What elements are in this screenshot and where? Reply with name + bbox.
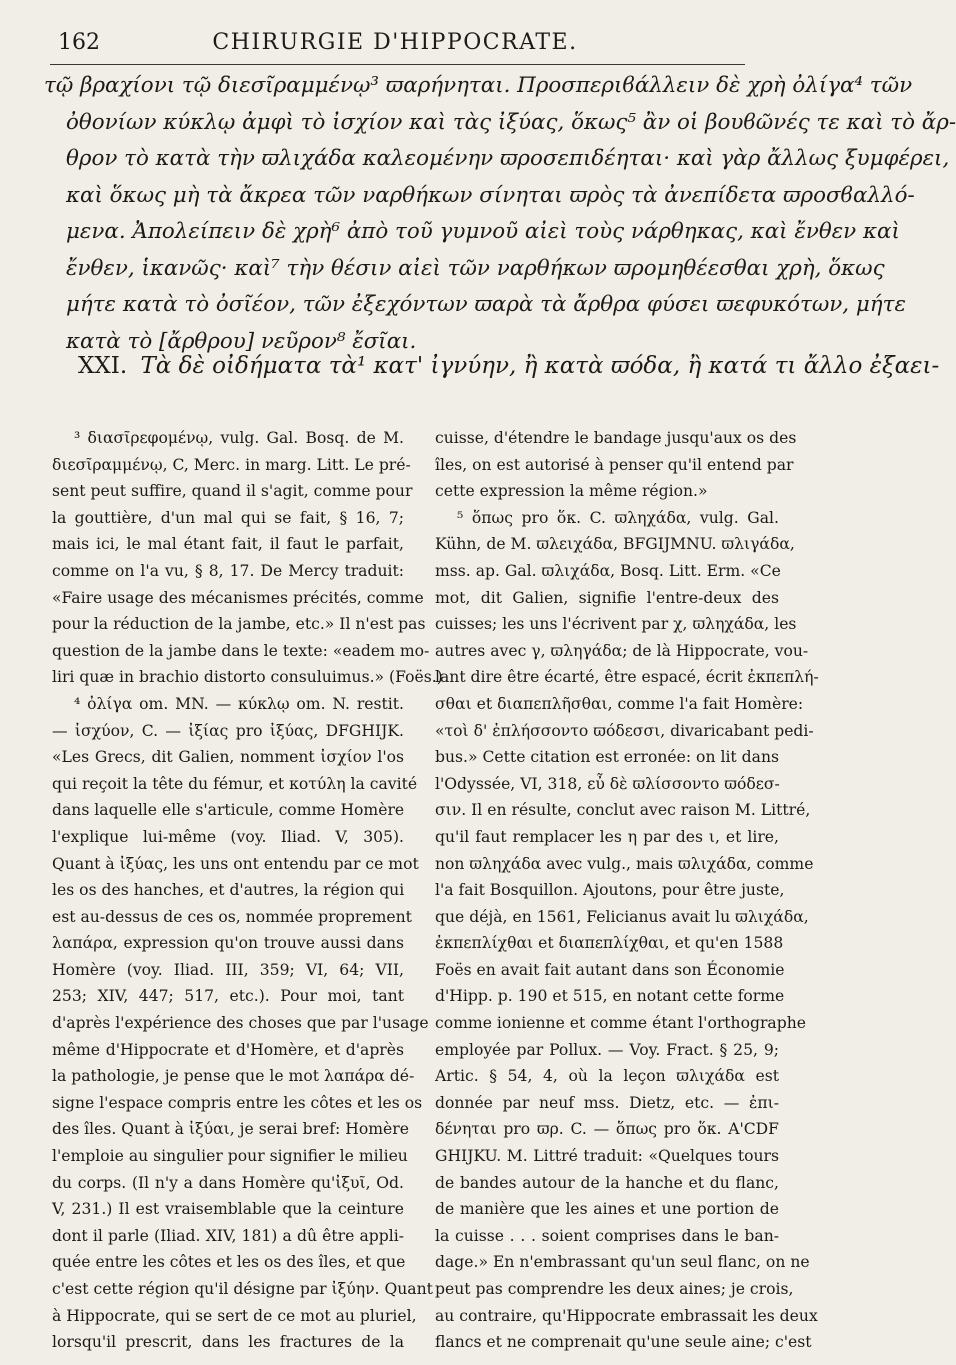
section-number: XXI. <box>78 353 128 379</box>
footnote-line: employée par Pollux. — Voy. Fract. § 25, 9; <box>435 1040 779 1059</box>
footnotes-left-column <box>52 425 443 1356</box>
footnote-line: c'est cette région qu'il désigne par ἰξύην. Quant <box>52 1280 433 1298</box>
footnote-line: sent peut suffire, quand il s'agit, comme pour <box>52 482 413 501</box>
footnote-line: l'emploie au singulier pour signifier le milieu <box>52 1147 408 1166</box>
greek-line: ἔνθεν, ἱκανῶς· καὶ⁷ τὴν θέσιν αἰεὶ τῶν ναρθήκων ϖρομηθέεσθαι χρὴ, ὅκως <box>66 255 885 281</box>
footnote-line: question de la jambe dans le texte: «eadem mo- <box>52 641 430 660</box>
footnote-line: Artic. § 54, 4, où la leçon ϖλιχάδα est <box>435 1067 779 1086</box>
footnote-line: bus.» Cette citation est erronée: on lit dans <box>435 748 779 767</box>
footnote-line: ⁵ ὅπως pro ὅκ. C. ϖληχάδα, vulg. Gal. <box>457 508 779 527</box>
footnote-line: dage.» En n'embrassant qu'un seul flanc, on ne <box>435 1253 810 1272</box>
footnote-line: est au-dessus de ces os, nommée proprement <box>52 907 412 926</box>
footnote-line: d'Hipp. p. 190 et 515, en notant cette forme <box>435 987 785 1006</box>
footnote-line: au contraire, qu'Hippocrate embrassait les deux <box>435 1306 818 1325</box>
footnote-line: διεσῖραμμένῳ, C, Merc. in marg. Litt. Le pré- <box>52 455 411 474</box>
footnote-line: ³ διασῖρεφομένῳ, vulg. Gal. Bosq. de M. <box>74 429 404 447</box>
greek-line: ὀθονίων κύκλῳ ἀμφὶ τὸ ἰσχίον καὶ τὰς ἰξύας, ὅκως⁵ ἂν οἱ βουϐῶνές τε καὶ τὸ ἄρ- <box>66 109 956 135</box>
section-heading-line <box>78 353 940 379</box>
footnote-line: 253; XIV, 447; 517, etc.). Pour moi, tant <box>52 987 404 1006</box>
footnote-line: la gouttière, d'un mal qui se fait, § 16, 7; <box>52 508 404 527</box>
footnote-line: comme on l'a vu, § 8, 17. De Mercy traduit: <box>52 561 404 580</box>
footnote-line: de bandes autour de la hanche et du flanc, <box>435 1173 779 1192</box>
footnote-line: — ἰσχύον, C. — ἰξίας pro ἰξύας, DFGHIJK. <box>52 721 404 740</box>
footnote-line: cuisse, d'étendre le bandage jusqu'aux os des <box>435 429 797 447</box>
footnote-line: dans laquelle elle s'articule, comme Homère <box>52 801 405 820</box>
greek-line: τῷ βραχίονι τῷ διεσῖραμμένῳ³ ϖαρήνηται. Προσπεριϐάλλειν δὲ χρὴ ὀλίγα⁴ τῶν <box>44 73 913 98</box>
greek-main-text <box>44 68 956 360</box>
footnote-line: des îles. Quant à ἰξύαι, je serai bref: Homère <box>52 1120 409 1139</box>
footnote-line: les os des hanches, et d'autres, la région qui <box>52 881 405 900</box>
footnote-line: îles, on est autorisé à penser qu'il entend par <box>435 455 794 474</box>
footnote-line: autres avec γ, ϖληγάδα; de là Hippocrate, vou- <box>435 641 809 660</box>
header-rule <box>50 64 745 65</box>
greek-line: κατὰ τὸ [ἄρθρου] νεῦρον⁸ ἔσῖαι. <box>66 328 417 354</box>
footnote-line: δένηται pro ϖρ. C. — ὅπως pro ὅκ. A'CDF <box>435 1120 779 1139</box>
footnote-line: cuisses; les uns l'écrivent par χ, ϖληχάδα, les <box>435 615 797 634</box>
footnote-line: ⁴ ὀλίγα om. MN. — κύκλῳ om. N. restit. <box>74 694 404 713</box>
footnote-line: quée entre les côtes et les os des îles, et que <box>52 1253 406 1272</box>
footnote-line: la cuisse . . . soient comprises dans le ban- <box>435 1226 779 1245</box>
greek-line: καὶ ὅκως μὴ τὰ ἄκρεα τῶν ναρθήκων σίνηται ϖρὸς τὰ ἀνεπίδετα ϖροσϐαλλό- <box>66 182 915 208</box>
footnote-line: signe l'espace compris entre les côtes et les os <box>52 1093 423 1112</box>
footnote-line: donnée par neuf mss. Dietz, etc. — ἐπι- <box>435 1093 779 1112</box>
greek-line: θρον τὸ κατὰ τὴν ϖλιχάδα καλεομένην ϖροσεπιδέηται· καὶ γὰρ ἄλλως ξυμφέρει, <box>66 146 950 171</box>
footnote-line: flancs et ne comprenait qu'une seule aine; c'est <box>435 1333 812 1352</box>
footnote-line: lorsqu'il prescrit, dans les fractures de la <box>52 1333 404 1352</box>
footnote-line: non ϖληχάδα avec vulg., mais ϖλιχάδα, comme <box>435 854 814 873</box>
footnote-line: d'après l'expérience des choses que par l'usage <box>52 1014 429 1033</box>
footnote-line: la pathologie, je pense que le mot λαπάρα dé- <box>52 1067 415 1086</box>
footnote-line: l'a fait Bosquillon. Ajoutons, pour être juste, <box>435 881 785 900</box>
footnote-line: Kühn, de M. ϖλειχάδα, BFGIJMNU. ϖλιγάδα, <box>435 535 795 554</box>
footnote-line: même d'Hippocrate et d'Homère, et d'après <box>52 1040 404 1059</box>
footnote-line: lant dire être écarté, être espacé, écrit ἐκπεπλή- <box>435 668 819 687</box>
footnote-line: dont il parle (Iliad. XIV, 181) a dû être appli- <box>52 1226 404 1245</box>
greek-line: μενα. Ἀπολείπειν δὲ χρὴ⁶ ἀπὸ τοῦ γυμνοῦ αἰεὶ τοὺς νάρθηκας, καὶ ἔνθεν καὶ <box>66 219 900 244</box>
footnote-line: «τοὶ δ' ἐπλήσσοντο ϖόδεσσι, divaricabant pedi- <box>435 721 814 740</box>
footnote-line: l'Odyssée, VI, 318, εὖ δὲ ϖλίσσοντο ϖόδεσ- <box>435 774 780 793</box>
footnote-line: l'explique lui-même (voy. Iliad. V, 305). <box>52 827 404 846</box>
footnote-line: à Hippocrate, qui se sert de ce mot au pluriel, <box>52 1306 417 1325</box>
footnote-line: peut pas comprendre les deux aines; je crois, <box>435 1280 794 1298</box>
footnote-line: que déjà, en 1561, Felicianus avait lu ϖλιχάδα, <box>435 907 809 926</box>
running-title: CHIRURGIE D'HIPPOCRATE. <box>212 30 578 55</box>
footnote-line: Foës en avait fait autant dans son Économie <box>435 960 785 979</box>
footnote-line: mais ici, le mal étant fait, il faut le parfait, <box>52 535 404 554</box>
footnote-line: «Faire usage des mécanismes précités, comme <box>52 588 424 607</box>
footnote-line: V, 231.) Il est vraisemblable que la ceinture <box>52 1200 404 1219</box>
footnote-line: liri quæ in brachio distorto consuluimus.» (Foës.) <box>52 668 443 687</box>
footnote-line: cette expression la même région.» <box>435 482 708 501</box>
footnote-line: mss. ap. Gal. ϖλιχάδα, Bosq. Litt. Erm. «Ce <box>435 561 781 580</box>
page-number: 162 <box>58 30 100 55</box>
footnote-line: σιν. Il en résulte, conclut avec raison M. Littré, <box>435 801 811 820</box>
footnote-line: ἐκπεπλίχθαι et διαπεπλίχθαι, et qu'en 1588 <box>435 934 784 953</box>
footnote-line: qui reçoit la tête du fémur, et κοτύλη la cavité <box>52 774 418 793</box>
footnote-line: de manière que les aines et une portion de <box>435 1200 779 1219</box>
footnote-line: pour la réduction de la jambe, etc.» Il n'est pas <box>52 615 426 634</box>
section-text: Τὰ δὲ οἰδήματα τὰ¹ κατ' ἰγνύην, ἢ κατὰ ϖόδα, ἢ κατά τι ἄλλο ἐξαει- <box>140 353 940 379</box>
footnotes-right-column <box>435 425 819 1356</box>
footnote-line: Homère (voy. Iliad. III, 359; VI, 64; VII, <box>52 960 404 979</box>
greek-line: μήτε κατὰ τὸ ὀσῖέον, τῶν ἐξεχόντων ϖαρὰ τὰ ἄρθρα φύσει ϖεφυκότων, μήτε <box>66 292 906 317</box>
footnote-line: GHIJKU. M. Littré traduit: «Quelques tours <box>435 1147 779 1166</box>
footnote-line: qu'il faut remplacer les η par des ι, et lire, <box>435 827 779 846</box>
footnote-line: du corps. (Il n'y a dans Homère qu'ἰξυῖ, Od. <box>52 1173 404 1192</box>
footnote-line: Quant à ἰξύας, les uns ont entendu par ce mot <box>52 854 419 873</box>
footnote-line: σθαι et διαπεπλῆσθαι, comme l'a fait Homère: <box>435 694 804 713</box>
footnote-line: λαπάρα, expression qu'on trouve aussi dans <box>52 934 404 953</box>
footnote-line: mot, dit Galien, signifie l'entre-deux des <box>435 588 779 607</box>
page-header <box>58 30 732 64</box>
footnote-line: comme ionienne et comme étant l'orthographe <box>435 1014 806 1033</box>
footnote-line: «Les Grecs, dit Galien, nomment ἰσχίον l'os <box>52 748 404 767</box>
